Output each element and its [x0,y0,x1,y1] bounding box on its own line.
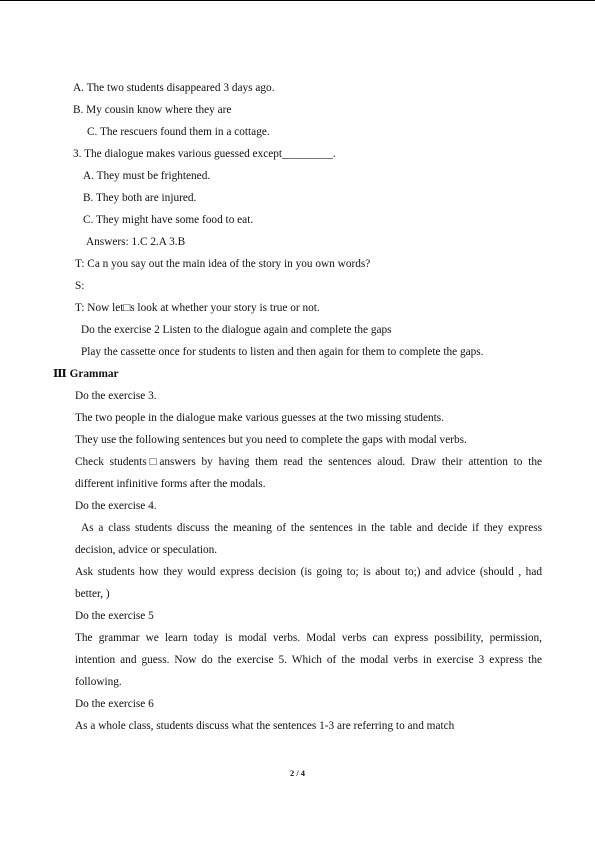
option-a-line: A. The two students disappeared 3 days ago. [73,82,275,94]
teacher-question: T: Ca n you say out the main idea of the story in you own words? [75,258,371,270]
top-rule [0,0,595,1]
exercise-4-heading: Do the exercise 4. [75,500,157,512]
exercise-3-heading: Do the exercise 3. [75,390,157,402]
paragraph-line: following. [75,676,122,688]
paragraph-line: As a class students discuss the meaning of the sentences in the table and decide if they express [81,522,542,534]
q3-option-c: C. They might have some food to eat. [83,214,254,226]
q3-option-b: B. They both are injured. [83,192,197,204]
option-c-line: C. The rescuers found them in a cottage. [87,126,270,138]
paragraph-line: decision, advice or speculation. [75,544,218,556]
paragraph-line: better, ) [75,588,110,600]
paragraph-line: They use the following sentences but you need to complete the gaps with modal verbs. [75,434,467,446]
exercise-2-line: Do the exercise 2 Listen to the dialogue again and complete the gaps [81,324,392,336]
paragraph-line: different infinitive forms after the modals. [75,478,266,490]
question-3: 3. The dialogue makes various guessed except_________. [73,148,336,160]
paragraph-line: As a whole class, students discuss what the sentences 1-3 are referring to and match [75,720,455,732]
paragraph-line: The two people in the dialogue make various guesses at the two missing students. [75,412,444,424]
exercise-6-heading: Do the exercise 6 [75,698,154,710]
paragraph-line: The grammar we learn today is modal verbs. Modal verbs can express possibility, permission, [75,632,542,644]
answers-line: Answers: 1.C 2.A 3.B [86,236,186,248]
section-heading-grammar: Ⅲ Grammar [53,368,119,380]
student-line: S: [75,280,85,292]
paragraph-line: Check students□answers by having them read the sentences aloud. Draw their attention to the [75,456,542,468]
paragraph-line: intention and guess. Now do the exercise 5. Which of the modal verbs in exercise 3 express the [75,654,542,666]
option-b-line: B. My cousin know where they are [73,104,232,116]
q3-option-a: A. They must be frightened. [83,170,211,182]
cassette-line: Play the cassette once for students to listen and then again for them to complete the gaps. [81,346,484,358]
exercise-5-heading: Do the exercise 5 [75,610,154,622]
page-number: 2 / 4 [289,768,306,778]
teacher-line: T: Now let□s look at whether your story is true or not. [75,302,320,314]
paragraph-line: Ask students how they would express decision (is going to; is about to;) and advice (should , had [75,566,542,578]
